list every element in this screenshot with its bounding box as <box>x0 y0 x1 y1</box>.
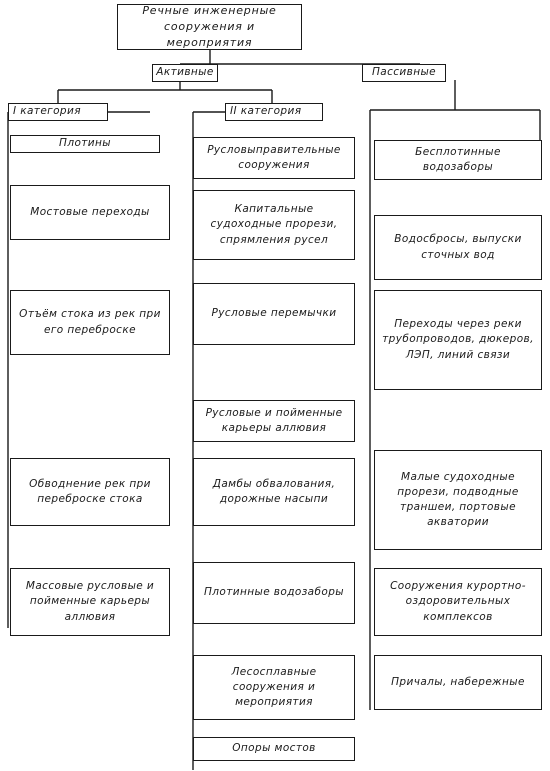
cat2-item-label: Лесосплавные сооружения и мероприятия <box>231 665 317 709</box>
cat2-item-navigation-cuts <box>193 190 355 260</box>
passive-item-resort-facilities <box>374 568 542 636</box>
passive-item-label: Малые судоходные прорези, подводные траншеи, портовые акватории <box>397 470 519 529</box>
cat1-item-label: Плотины <box>59 137 111 150</box>
passive-item-label: Причалы, набережные <box>391 675 525 688</box>
cat2-item-alluvium-quarries <box>193 400 355 442</box>
passive-item-piers-embankments <box>374 655 542 710</box>
cat2-item-dam-intakes <box>193 562 355 624</box>
passive-item-damless-intakes <box>374 140 542 180</box>
cat1-item-runoff-withdrawal <box>10 290 170 355</box>
branch-passive-box <box>362 64 446 82</box>
passive-item-label: Бесплотинные водозаборы <box>415 145 501 173</box>
branch-active-label: Активные <box>156 66 214 79</box>
cat2-item-channel-cofferdams <box>193 283 355 345</box>
cat2-item-label: Русловые и пойменные карьеры аллювия <box>205 406 343 434</box>
cat2-item-label: Опоры мостов <box>232 742 316 755</box>
cat1-item-bridge-crossings <box>10 185 170 240</box>
cat1-item-label: Обводнение рек при переброске стока <box>29 477 151 505</box>
cat2-item-channel-training <box>193 137 355 179</box>
cat2-item-label: Русловые перемычки <box>211 307 337 320</box>
cat1-item-label: Отъём стока из рек при его переброске <box>19 308 161 336</box>
cat1-item-label: Мостовые переходы <box>30 205 150 218</box>
root-box <box>117 4 302 50</box>
branch-active-box <box>152 64 218 82</box>
cat1-item-label: Массовые русловые и пойменные карьеры аллювия <box>25 580 155 623</box>
cat2-item-timber-rafting <box>193 655 355 720</box>
category-1-box <box>8 103 108 121</box>
passive-item-label: Водосбросы, выпуски сточных вод <box>394 233 522 261</box>
category-1-label: I категория <box>13 105 81 118</box>
passive-item-wastewater-outlets <box>374 215 542 280</box>
category-2-label: II категория <box>230 105 302 118</box>
root-label: Речные инженерные сооружения и мероприятия <box>142 4 277 49</box>
category-2-box <box>225 103 323 121</box>
cat2-item-label: Плотинные водозаборы <box>204 586 344 599</box>
passive-item-label: Сооружения курортно-оздоровительных комплексов <box>390 580 526 623</box>
cat2-item-label: Дамбы обвалования, дорожные насыпи <box>212 477 336 505</box>
passive-item-label: Переходы через реки трубопроводов, дюкеров, ЛЭП, линий связи <box>382 318 534 361</box>
cat2-item-embankments <box>193 458 355 526</box>
cat1-item-alluvium-quarries <box>10 568 170 636</box>
cat1-item-river-watering <box>10 458 170 526</box>
passive-item-small-navigation-cuts <box>374 450 542 550</box>
passive-item-pipeline-crossings <box>374 290 542 390</box>
cat2-item-bridge-piers <box>193 737 355 761</box>
branch-passive-label: Пассивные <box>371 66 437 79</box>
cat1-item-dams <box>10 135 160 153</box>
cat2-item-label: Капитальные судоходные прорези, спрямления русел <box>210 203 338 246</box>
cat2-item-label: Русловыправительные сооружения <box>207 143 341 171</box>
